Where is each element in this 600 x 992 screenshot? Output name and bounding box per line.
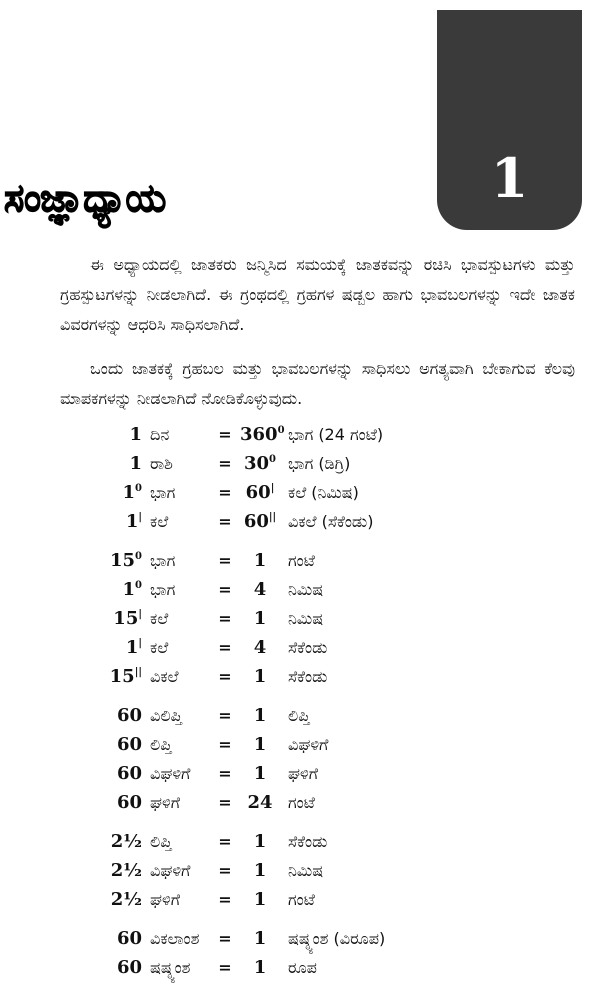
source-unit xyxy=(150,735,210,755)
conversion-row xyxy=(0,788,600,817)
quantity-text: 1 xyxy=(122,482,136,503)
target-unit-text: ವಿಕಲೆ (ಸೆಕೆಂಡು) xyxy=(288,511,374,531)
equals-sign xyxy=(210,667,240,686)
conversion-row xyxy=(0,730,600,759)
conversion-group xyxy=(0,546,600,691)
source-unit xyxy=(150,425,210,445)
equals-sign xyxy=(210,706,240,725)
conversion-row xyxy=(0,420,600,449)
equals-sign-text: = xyxy=(218,483,232,502)
converted-value-text: 30 xyxy=(243,453,270,474)
conversion-row xyxy=(0,759,600,788)
equals-sign xyxy=(210,512,240,531)
converted-value-mark: 0 xyxy=(269,454,277,465)
converted-value-text: 60 xyxy=(245,482,271,503)
converted-value xyxy=(240,637,280,658)
quantity-text: 2½ xyxy=(110,831,142,852)
target-unit-text: ಭಾಗ (ಡಿಗ್ರಿ) xyxy=(288,453,351,473)
target-unit-text: ವಿಘಳಿಗೆ xyxy=(288,734,329,754)
quantity-text: 15 xyxy=(109,550,136,571)
target-unit xyxy=(280,793,540,813)
source-unit xyxy=(150,483,210,503)
equals-sign xyxy=(210,580,240,599)
conversion-table xyxy=(0,420,600,992)
converted-value xyxy=(240,666,280,687)
source-unit xyxy=(150,638,210,658)
converted-value xyxy=(240,424,285,445)
converted-value-text: 1 xyxy=(253,666,267,687)
equals-sign xyxy=(210,454,240,473)
converted-value xyxy=(240,482,280,503)
target-unit-text: ನಿಮಿಷ xyxy=(288,579,324,599)
source-unit-text: ಭಾಗ xyxy=(150,482,176,502)
quantity xyxy=(0,734,150,755)
source-unit xyxy=(150,929,210,949)
converted-value-text: 1 xyxy=(253,860,267,881)
quantity xyxy=(0,511,150,532)
converted-value-text: 1 xyxy=(253,957,267,978)
source-unit-text: ವಿಘಳಿಗೆ xyxy=(150,860,191,880)
intro-paragraph-text: ಈ ಅಧ್ಯಾಯದಲ್ಲಿ ಜಾತಕರು ಜನ್ಮಿಸಿದ ಸಮಯಕ್ಕೆ ಜಾತಕವನ್ನು ರಚಿಸಿ ಭಾವಸ್ಪುಟಗಳು ಮತ್ತು ಗ್ರಹಸ್ಪುಟಗಳನ್ನು ನೀಡಲಾಗಿದೆ. ಈ ಗ್ರಂಥದಲ್ಲಿ ಗ್ರಹಗಳ ಷಡ್ಬಲ ಹಾಗು ಭಾವಬಲಗಳನ್ನು ಇದೇ ಜಾತಕ ವಿವರಗಳನ್ನು ಆಧರಿಸಿ ಸಾಧಿಸಲಾಗಿದೆ. xyxy=(60,255,575,334)
target-unit xyxy=(280,512,540,532)
converted-value-text: 1 xyxy=(253,550,267,571)
target-unit-text: ನಿಮಿಷ xyxy=(288,608,324,628)
source-unit-text: ಕಲೆ xyxy=(150,608,169,628)
source-unit xyxy=(150,832,210,852)
conversion-row xyxy=(0,827,600,856)
equals-sign-text: = xyxy=(218,454,232,473)
quantity-text: 2½ xyxy=(110,889,142,910)
quantity xyxy=(0,763,150,784)
quantity-text: 1 xyxy=(122,579,136,600)
equals-sign-text: = xyxy=(218,735,232,754)
equals-sign xyxy=(210,861,240,880)
target-unit xyxy=(280,551,540,571)
source-unit-text: ಕಲೆ xyxy=(150,637,169,657)
conversion-row xyxy=(0,953,600,982)
equals-sign xyxy=(210,551,240,570)
equals-sign xyxy=(210,832,240,851)
conversion-row xyxy=(0,478,600,507)
source-unit-text: ರಾಶಿ xyxy=(150,453,173,473)
chapter-number: 1 xyxy=(490,146,529,210)
converted-value xyxy=(240,579,280,600)
quantity-text: 15 xyxy=(109,666,135,687)
conversion-row xyxy=(0,507,600,536)
quantity xyxy=(0,637,150,658)
converted-value-text: 1 xyxy=(253,889,267,910)
conversion-row xyxy=(0,604,600,633)
quantity xyxy=(0,928,150,949)
converted-value xyxy=(240,928,280,949)
equals-sign-text: = xyxy=(218,551,232,570)
source-unit-text: ವಿಕಲೆ xyxy=(150,666,179,686)
converted-value xyxy=(240,763,280,784)
source-unit-text: ವಿಘಳಿಗೆ xyxy=(150,763,191,783)
equals-sign-text: = xyxy=(218,832,232,851)
converted-value-text: 1 xyxy=(253,928,267,949)
source-unit-text: ದಿನ xyxy=(150,424,170,444)
source-unit xyxy=(150,551,210,571)
target-unit xyxy=(280,638,540,658)
source-unit-text: ಭಾಗ xyxy=(150,579,176,599)
equals-sign-text: = xyxy=(218,890,232,909)
target-unit xyxy=(280,667,540,687)
target-unit xyxy=(277,424,540,445)
converted-value xyxy=(240,608,280,629)
target-unit xyxy=(280,580,540,600)
source-unit xyxy=(150,454,210,474)
target-unit xyxy=(280,735,540,755)
quantity xyxy=(0,666,150,687)
equals-sign xyxy=(210,958,240,977)
converted-value-mark: | xyxy=(270,483,275,494)
converted-value xyxy=(240,453,280,474)
target-unit-text: ಲಿಪ್ತಿ xyxy=(288,705,310,725)
quantity-text: 60 xyxy=(116,957,142,978)
source-unit-text: ಷಷ್ಠ್ಯಂಶ xyxy=(150,957,191,977)
conversion-group xyxy=(0,827,600,914)
equals-sign xyxy=(210,483,240,502)
converted-value-text: 1 xyxy=(253,734,267,755)
equals-sign-text: = xyxy=(218,706,232,725)
quantity-mark: 0 xyxy=(135,551,142,562)
equals-sign xyxy=(210,638,240,657)
conversion-group xyxy=(0,701,600,817)
source-unit-text: ಕಲೆ xyxy=(150,511,169,531)
source-unit xyxy=(150,706,210,726)
target-unit xyxy=(280,454,540,474)
target-unit-text: ಸೆಕೆಂಡು xyxy=(288,637,328,657)
equals-sign-text: = xyxy=(218,793,232,812)
converted-value-text: 24 xyxy=(247,792,273,813)
quantity xyxy=(0,705,150,726)
quantity-mark: 0 xyxy=(135,580,142,591)
target-unit-text: ಘಳಿಗೆ xyxy=(288,763,319,783)
quantity xyxy=(0,482,150,503)
quantity-mark: | xyxy=(138,609,142,620)
target-unit-text: ಕಲೆ (ನಿಮಿಷ) xyxy=(288,482,359,502)
converted-value xyxy=(240,831,280,852)
quantity-mark: 0 xyxy=(135,483,142,494)
target-unit xyxy=(280,706,540,726)
equals-sign-text: = xyxy=(218,512,232,531)
quantity-mark: | xyxy=(138,638,142,649)
quantity-text: 15 xyxy=(113,608,139,629)
equals-sign-text: = xyxy=(218,929,232,948)
equals-sign-text: = xyxy=(218,958,232,977)
equals-sign-text: = xyxy=(218,609,232,628)
converted-value-text: 1 xyxy=(253,831,267,852)
target-unit xyxy=(280,832,540,852)
equals-sign-text: = xyxy=(218,580,232,599)
equals-sign xyxy=(210,764,240,783)
target-unit xyxy=(280,890,540,910)
converted-value-mark: 0 xyxy=(277,425,285,436)
quantity-text: 60 xyxy=(116,928,142,949)
quantity xyxy=(0,550,150,571)
chapter-title: ಸಂಜ್ಞಾಧ್ಯಾಯ xyxy=(4,176,166,220)
source-unit xyxy=(150,890,210,910)
quantity xyxy=(0,860,150,881)
converted-value xyxy=(240,792,280,813)
target-unit xyxy=(280,764,540,784)
conversion-row xyxy=(0,633,600,662)
converted-value-text: 60 xyxy=(243,511,269,532)
source-unit-text: ಲಿಪ್ತಿ xyxy=(150,734,172,754)
quantity xyxy=(0,889,150,910)
quantity-text: 60 xyxy=(116,734,142,755)
target-unit-text: ಗಂಟೆ xyxy=(288,792,315,812)
equals-sign xyxy=(210,793,240,812)
target-unit-text: ಗಂಟೆ xyxy=(288,550,315,570)
conversion-row xyxy=(0,856,600,885)
chapter-number-tab xyxy=(437,10,582,230)
conversion-row xyxy=(0,701,600,730)
measures-paragraph xyxy=(60,354,575,414)
source-unit-text: ವಿಲಿಪ್ತಿ xyxy=(150,705,183,725)
quantity xyxy=(0,831,150,852)
target-unit xyxy=(280,861,540,881)
source-unit-text: ಘಳಿಗೆ xyxy=(150,792,181,812)
quantity-text: 2½ xyxy=(110,860,142,881)
converted-value xyxy=(240,511,280,532)
conversion-row xyxy=(0,662,600,691)
source-unit xyxy=(150,793,210,813)
converted-value xyxy=(240,889,280,910)
converted-value-text: 1 xyxy=(253,763,267,784)
target-unit xyxy=(280,483,540,503)
conversion-row xyxy=(0,924,600,953)
source-unit xyxy=(150,512,210,532)
converted-value-text: 4 xyxy=(253,637,267,658)
conversion-row xyxy=(0,449,600,478)
equals-sign-text: = xyxy=(218,764,232,783)
source-unit-text: ವಿಕಲಾಂಶ xyxy=(150,928,200,948)
source-unit xyxy=(150,580,210,600)
quantity-text: 60 xyxy=(116,705,142,726)
quantity xyxy=(0,453,150,474)
target-unit-text: ಸೆಕೆಂಡು xyxy=(288,831,328,851)
quantity-text: 1 xyxy=(125,511,139,532)
quantity-text: 1 xyxy=(129,424,142,445)
quantity xyxy=(0,424,150,445)
converted-value-text: 4 xyxy=(253,579,267,600)
target-unit xyxy=(280,929,540,949)
converted-value xyxy=(240,550,280,571)
equals-sign-text: = xyxy=(218,861,232,880)
target-unit-text: ಷಷ್ಠ್ಯಂಶ (ವಿರೂಪ) xyxy=(288,928,386,948)
equals-sign-text: = xyxy=(218,667,232,686)
source-unit xyxy=(150,667,210,687)
quantity-text: 60 xyxy=(116,763,142,784)
converted-value xyxy=(240,734,280,755)
source-unit xyxy=(150,609,210,629)
measures-paragraph-text: ಒಂದು ಜಾತಕಕ್ಕೆ ಗ್ರಹಬಲ ಮತ್ತು ಭಾವಬಲಗಳನ್ನು ಸಾಧಿಸಲು ಅಗತ್ಯವಾಗಿ ಬೇಕಾಗುವ ಕೆಲವು ಮಾಪಕಗಳನ್ನು ನೀಡಲಾಗಿದೆ ನೋಡಿಕೊಳ್ಳುವುದು. xyxy=(60,359,575,408)
conversion-row xyxy=(0,546,600,575)
converted-value-mark: || xyxy=(268,512,277,523)
source-unit-text: ಘಳಿಗೆ xyxy=(150,889,181,909)
target-unit-text: ಸೆಕೆಂಡು xyxy=(288,666,328,686)
equals-sign xyxy=(210,890,240,909)
converted-value-text: 1 xyxy=(253,608,267,629)
quantity xyxy=(0,608,150,629)
conversion-group xyxy=(0,420,600,536)
quantity-mark: || xyxy=(134,667,142,678)
quantity-mark: | xyxy=(138,512,142,523)
equals-sign-text: = xyxy=(218,638,232,657)
source-unit xyxy=(150,861,210,881)
equals-sign xyxy=(210,735,240,754)
conversion-row xyxy=(0,575,600,604)
target-unit-text: ನಿಮಿಷ xyxy=(288,860,324,880)
converted-value-text: 360 xyxy=(240,424,278,445)
conversion-group xyxy=(0,924,600,982)
converted-value-text: 1 xyxy=(253,705,267,726)
conversion-row xyxy=(0,885,600,914)
target-unit-text: ಗಂಟೆ xyxy=(288,889,315,909)
source-unit-text: ಭಾಗ xyxy=(150,550,176,570)
source-unit xyxy=(150,764,210,784)
equals-sign xyxy=(210,609,240,628)
quantity-text: 1 xyxy=(129,453,142,474)
quantity-text: 60 xyxy=(116,792,142,813)
equals-sign xyxy=(210,425,240,444)
equals-sign-text: = xyxy=(218,425,232,444)
converted-value xyxy=(240,705,280,726)
target-unit-text: ಭಾಗ (24 ಗಂಟೆ) xyxy=(288,424,384,444)
converted-value xyxy=(240,860,280,881)
target-unit-text: ರೂಪ xyxy=(288,957,317,977)
quantity xyxy=(0,792,150,813)
source-unit-text: ಲಿಪ್ತಿ xyxy=(150,831,172,851)
target-unit xyxy=(280,609,540,629)
equals-sign xyxy=(210,929,240,948)
intro-paragraph xyxy=(60,250,575,340)
quantity xyxy=(0,579,150,600)
quantity-text: 1 xyxy=(125,637,139,658)
